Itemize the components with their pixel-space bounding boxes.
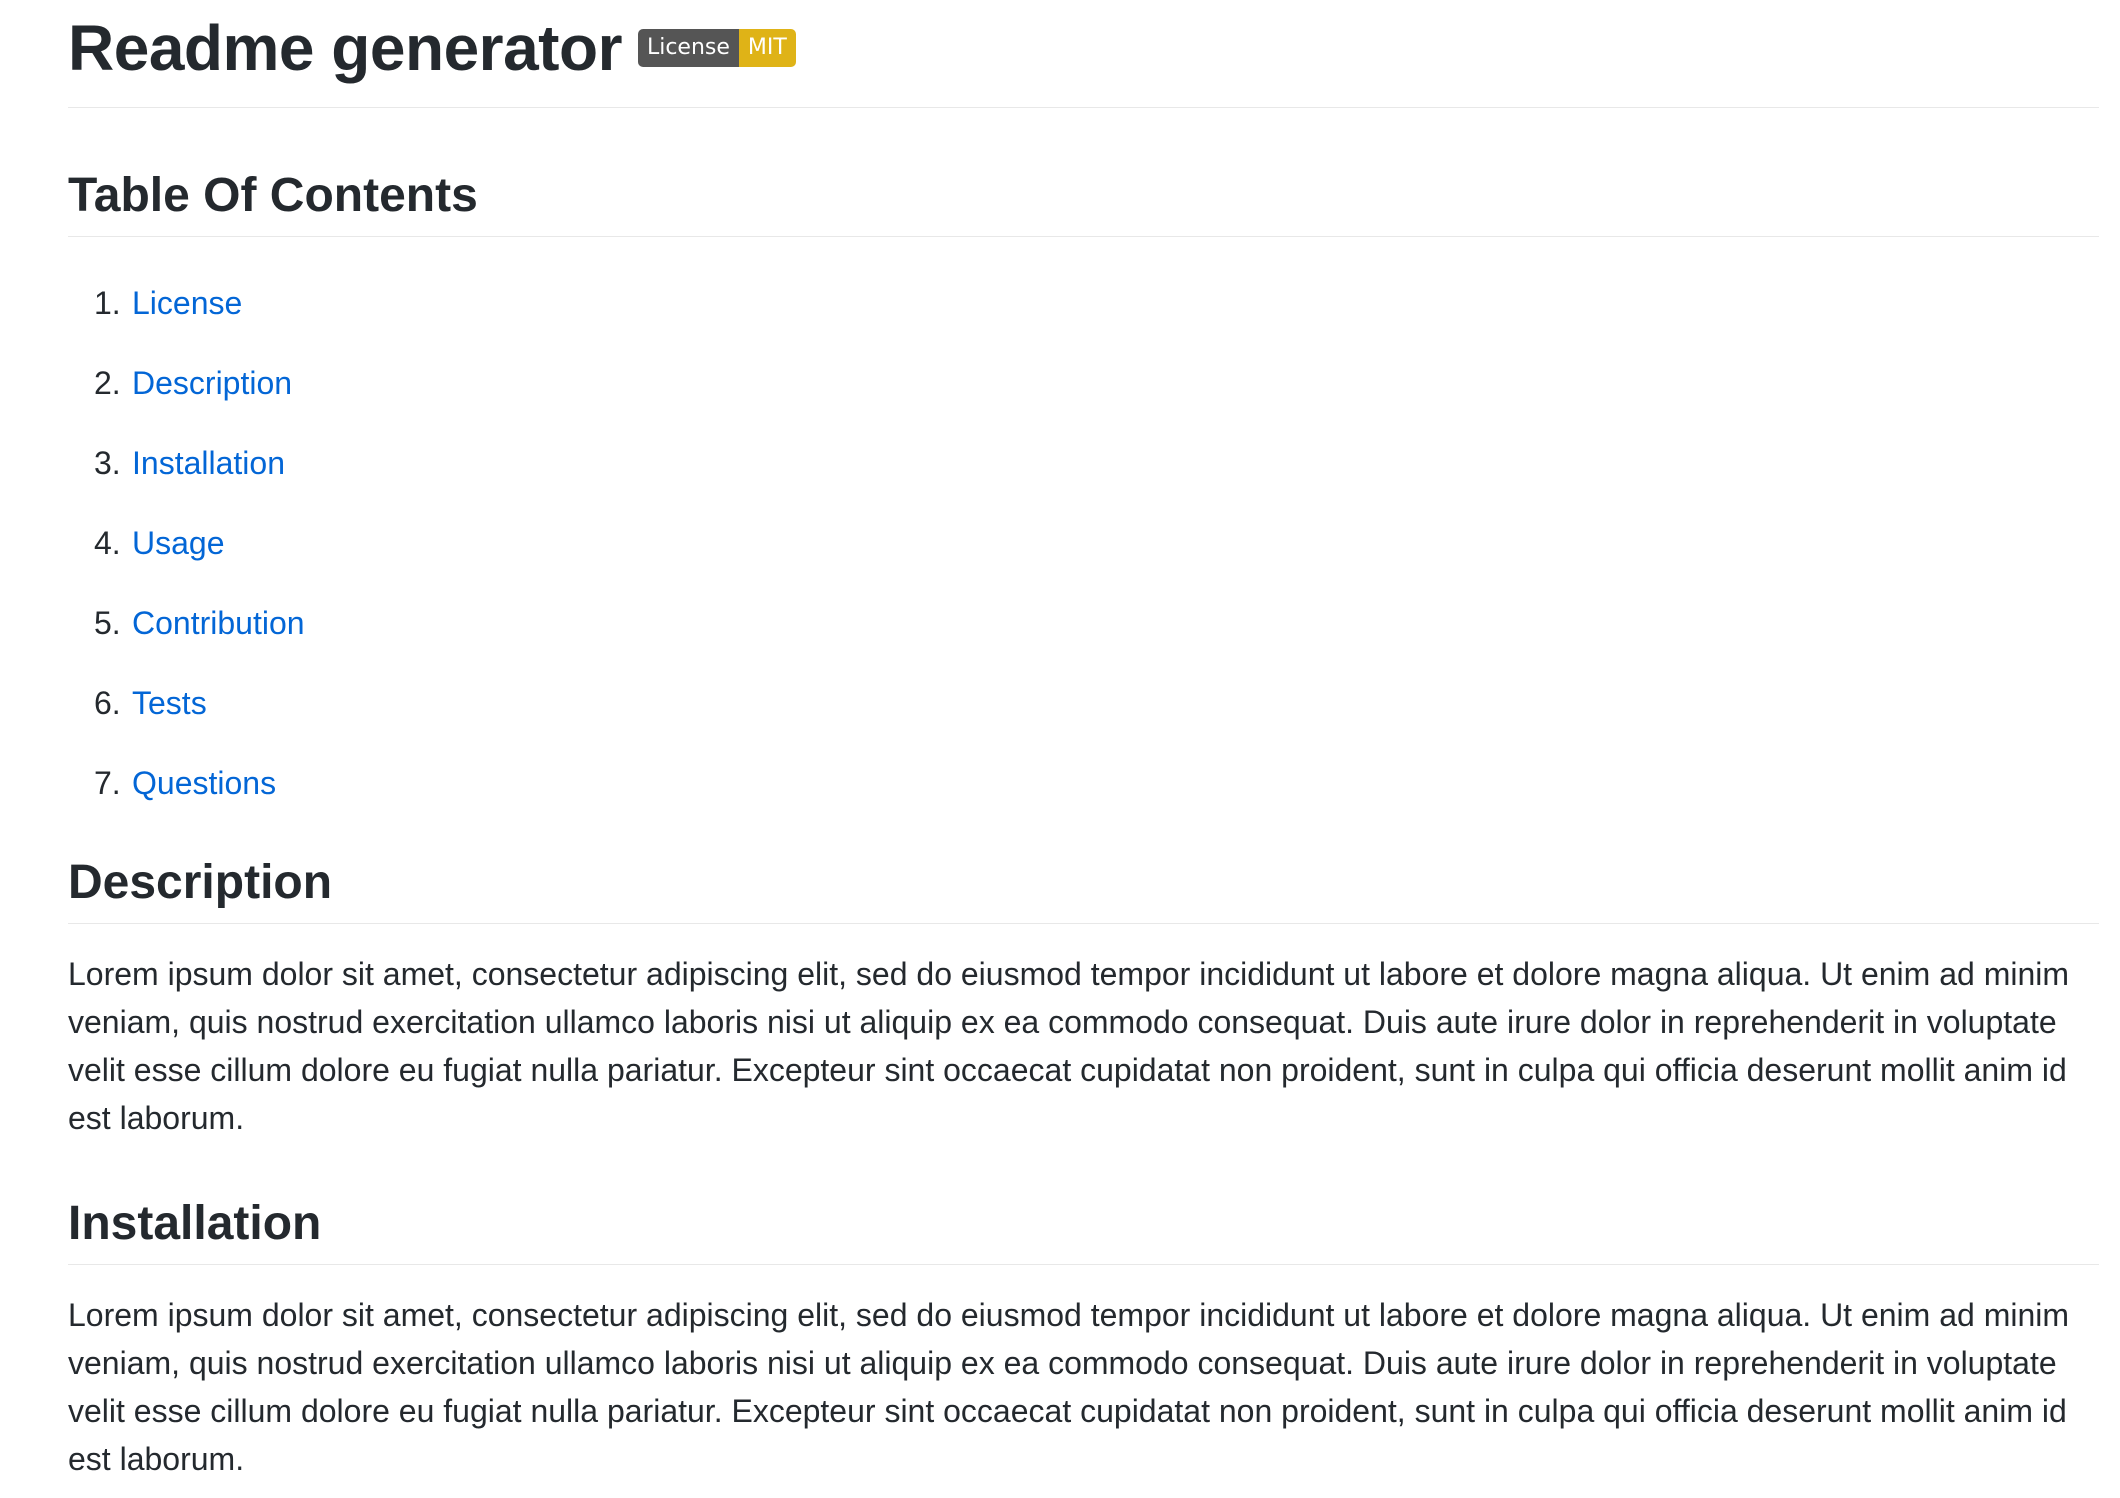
toc-item-contribution (94, 583, 2112, 663)
installation-heading: Installation (68, 1200, 2099, 1265)
toc-item-number: 1. (94, 285, 121, 321)
toc-item-number: 6. (94, 685, 121, 721)
toc-link-tests[interactable]: Tests (132, 685, 207, 721)
toc-item-number: 7. (94, 765, 121, 801)
toc-item-questions (94, 743, 2112, 823)
page-title: Readme generator (68, 11, 622, 84)
toc-link-installation[interactable]: Installation (132, 445, 285, 481)
toc-item-installation (94, 423, 2112, 503)
toc-link-description[interactable]: Description (132, 365, 293, 401)
toc-heading: Table Of Contents (68, 172, 2099, 237)
license-badge[interactable] (638, 29, 796, 67)
title-row (68, 0, 2099, 108)
toc-link-license[interactable]: License (132, 285, 243, 321)
toc-item-number: 3. (94, 445, 121, 481)
license-badge-label: License (638, 29, 739, 67)
toc-item-number: 5. (94, 605, 121, 641)
toc-link-questions[interactable]: Questions (132, 765, 277, 801)
license-badge-value: MIT (739, 29, 796, 67)
toc-item-tests (94, 663, 2112, 743)
installation-text: Lorem ipsum dolor sit amet, consectetur adipiscing elit, sed do eiusmod tempor incididunt ut labore et dolore magna aliqua. Ut enim ad minim veniam, quis nostrud exercitation ullamco laboris nisi ut aliquip ex ea commodo consequat. Duis aute irure dolor in reprehenderit in voluptate velit esse cillum dolore eu fugiat nulla pariatur. Excepteur sint occaecat cupidatat non proident, sunt in culpa qui officia deserunt mollit anim id est laborum. (68, 1297, 2070, 1477)
toc-item-description (94, 343, 2112, 423)
description-heading: Description (68, 859, 2099, 924)
toc-list (68, 263, 2112, 823)
toc-item-number: 2. (94, 365, 121, 401)
toc-item-usage (94, 503, 2112, 583)
toc-link-contribution[interactable]: Contribution (132, 605, 305, 641)
toc-item-number: 4. (94, 525, 121, 561)
toc-item-license (94, 263, 2112, 343)
description-text: Lorem ipsum dolor sit amet, consectetur adipiscing elit, sed do eiusmod tempor incididunt ut labore et dolore magna aliqua. Ut enim ad minim veniam, quis nostrud exercitation ullamco laboris nisi ut aliquip ex ea commodo consequat. Duis aute irure dolor in reprehenderit in voluptate velit esse cillum dolore eu fugiat nulla pariatur. Excepteur sint occaecat cupidatat non proident, sunt in culpa qui officia deserunt mollit anim id est laborum. (68, 956, 2070, 1136)
toc-link-usage[interactable]: Usage (132, 525, 225, 561)
